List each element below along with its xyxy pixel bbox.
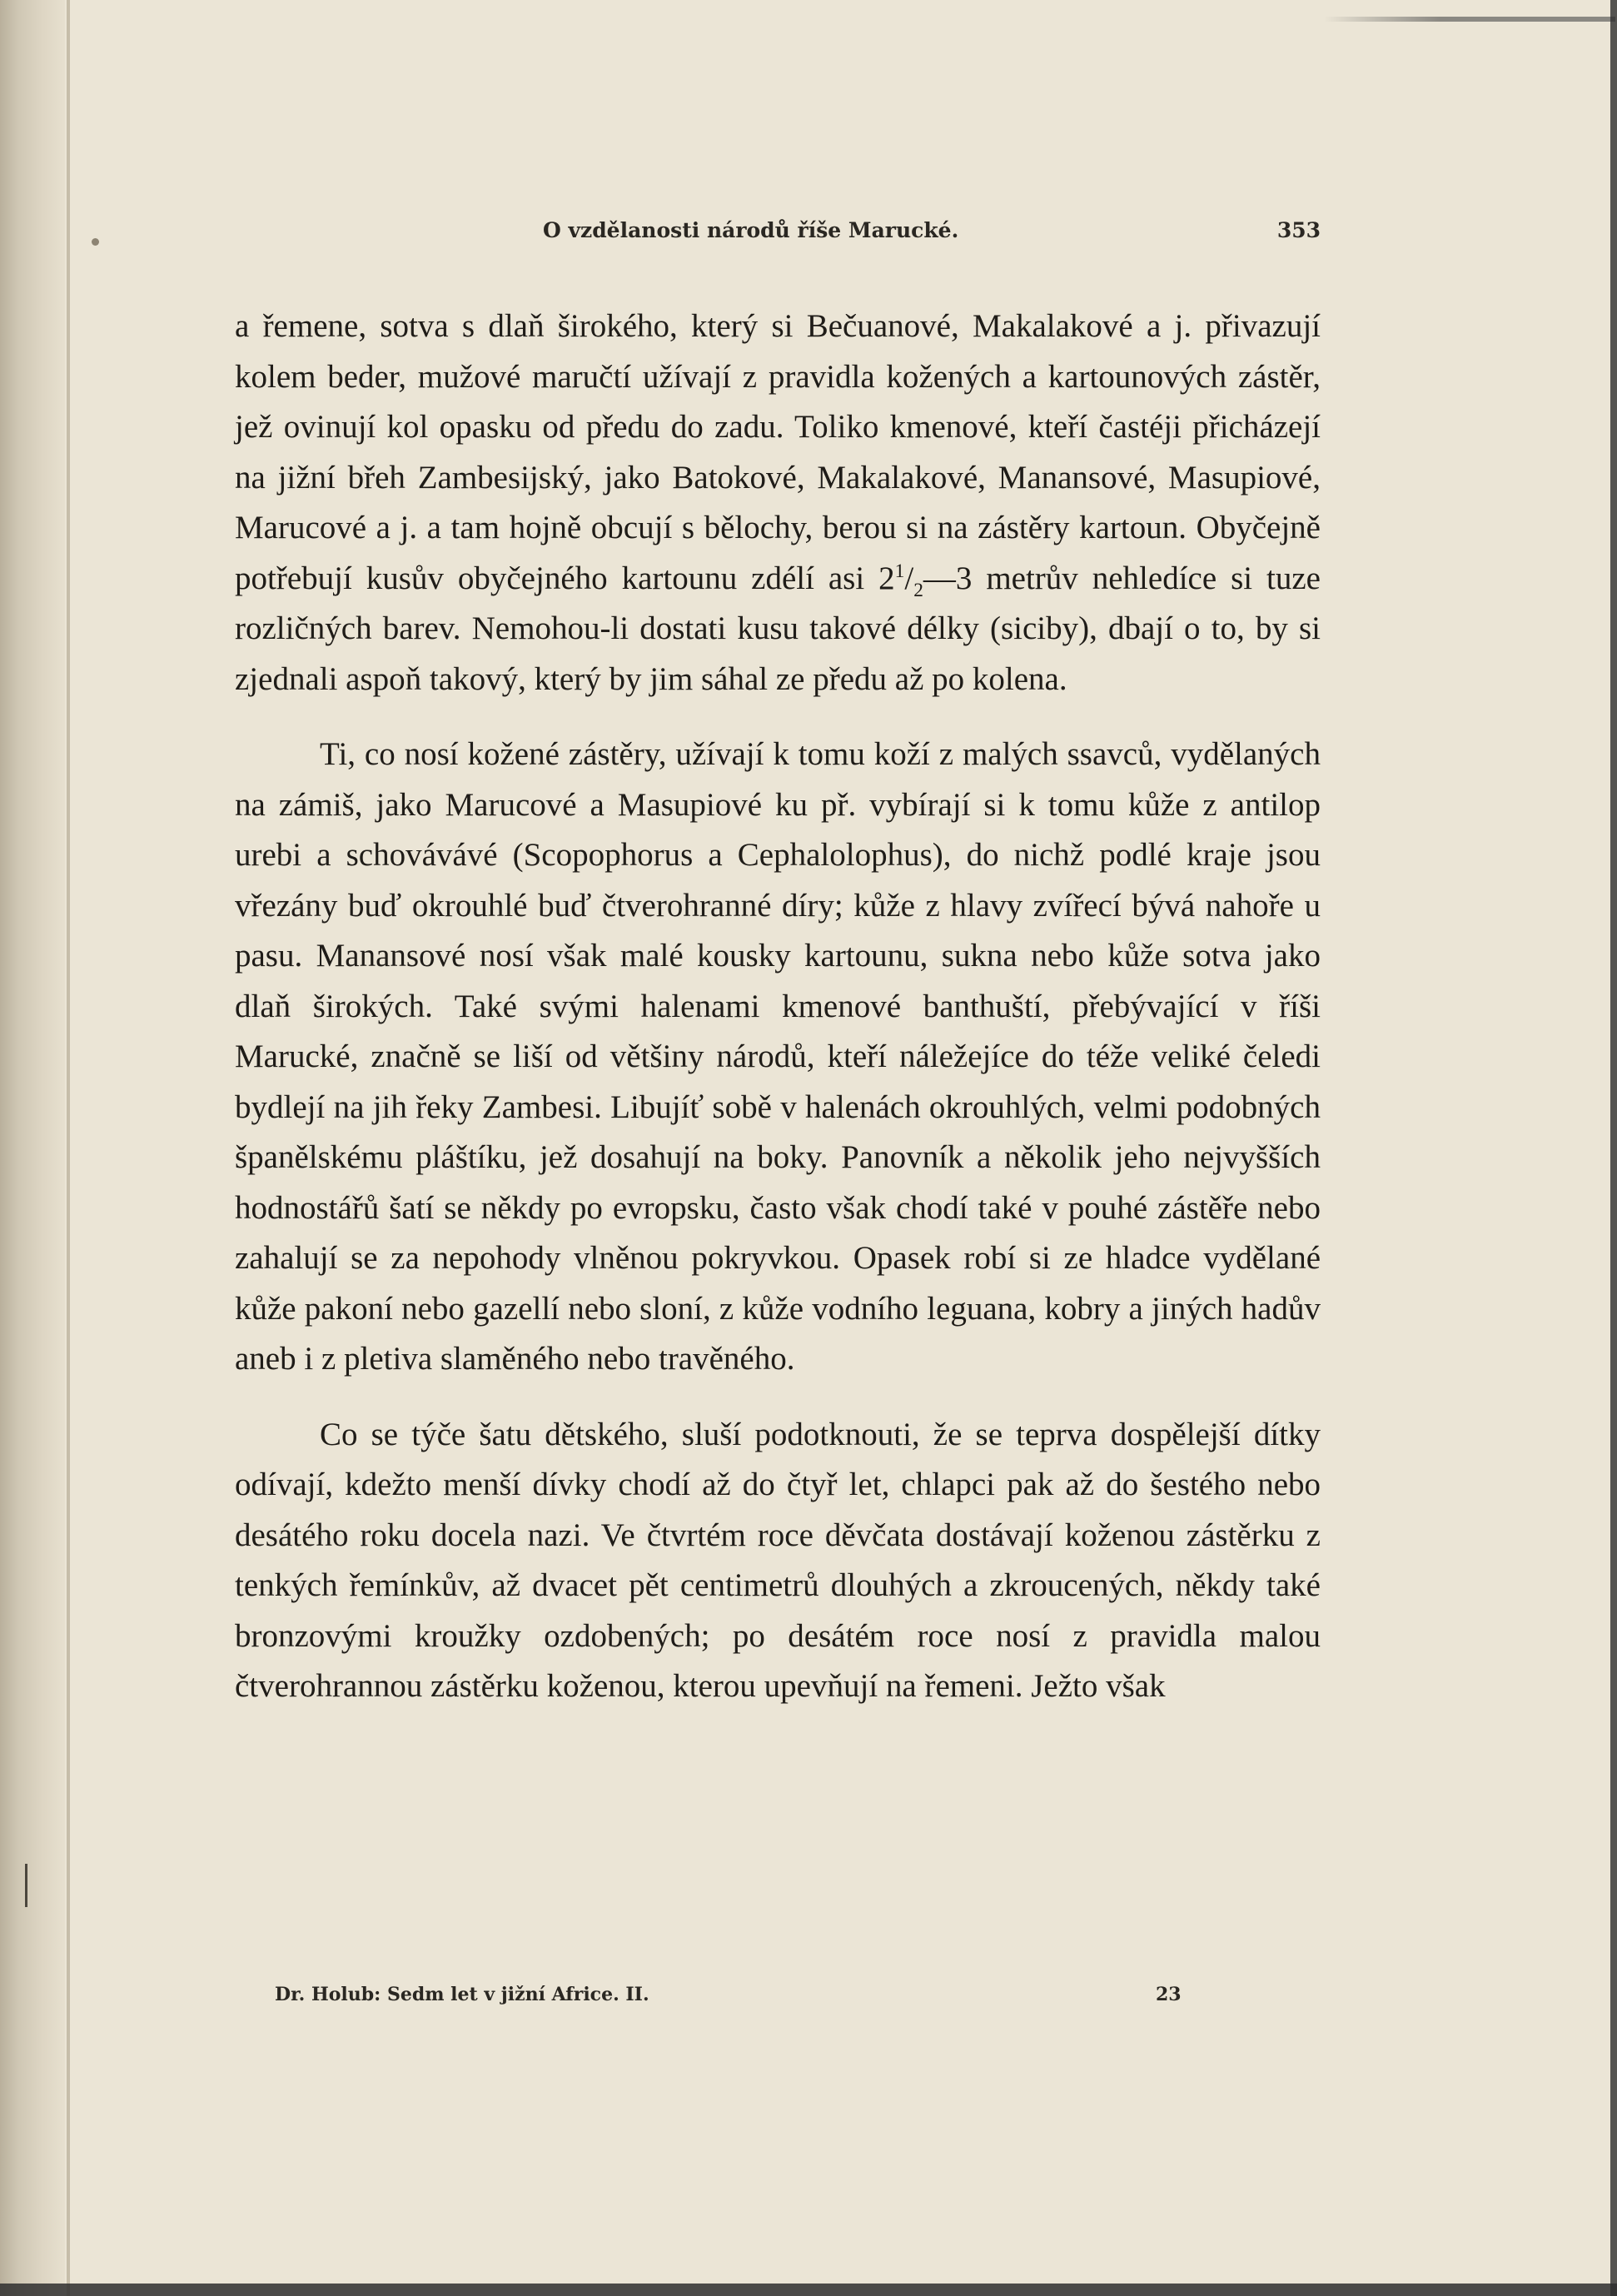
- body-text: [235, 301, 1321, 1712]
- margin-dot: [92, 238, 99, 246]
- running-head-title: O vzdělanosti národů říše Marucké.: [543, 218, 959, 242]
- margin-mark: [25, 1864, 27, 1907]
- footer-author-line: Dr. Holub: Sedm let v jižní Africe. II.: [275, 1984, 649, 2005]
- top-edge-shadow: [1324, 17, 1615, 22]
- fraction-numerator: 1: [894, 560, 905, 582]
- page-footer: [275, 1984, 1191, 2017]
- right-edge-shadow: [1610, 0, 1617, 2296]
- paragraph-1-part-b: —3 metrův nehledíce si tuze rozličných barev. Nemohou-li dostati kusu takové délky (siciby), dbají o to, by si zjednali aspoň takový, který by jim sáhal ze předu až po kolena.: [235, 560, 1321, 697]
- page-number: 353: [1276, 218, 1321, 242]
- fraction-denominator: 2: [913, 579, 923, 601]
- fraction-slash: /: [904, 560, 914, 596]
- paragraph-2: Ti, co nosí kožené zástěry, užívají k tomu koží z malých ssavců, vydělaných na zámiš, jako Marucové a Masupiové ku př. vybírají si k tomu kůže z antilop urebi a schovávávé (Scopophorus a Cephalolophus), do nichž podlé kraje jsou vřezány buď okrouhlé buď čtverohranné díry; kůže z hlavy zvířecí bývá nahoře u pasu. Manansové nosí však malé kousky kartounu, sukna nebo kůže sotva jako dlaň širokých. Také svými halenami kmenové banthuští, přebývající v říši Marucké, značně se liší od většiny národů, kteří náležejíce do téže veliké čeledi bydlejí na jih řeky Zambesi. Libujíť sobě v halenách okrouhlých, velmi podobných španělskému pláštíku, jež dosahují na boky. Panovník a několik jeho nejvyšších hodnostářů šatí se někdy po evropsku, často však chodí také v pouhé zástěře nebo zahalují se za nepohody vlněnou pokryvkou. Opasek robí si ze hladce vydělané kůže pakoní nebo gazellí nebo sloní, z kůže vodního leguana, kobry a jiných hadův aneb i z pletiva slaměného nebo travěného.: [235, 736, 1321, 1377]
- running-head: [235, 218, 1321, 252]
- paragraph-1-part-a: a řemene, sotva s dlaň širokého, který si Bečuanové, Makalakové a j. přivazují kolem beder, mužové maručtí užívají z pravidla kožených a kartounových zástěr, jež ovinují kol opasku od předu do zadu. Toliko kmenové, kteří častéji přicházejí na jižní břeh Zambesijský, jako Batokové, Makalakové, Manansové, Masupiové, Marucové a j. a tam hojně obcují s bělochy, berou si na zástěry kartoun. Obyčejně potřebují kusův obyčejného kartounu zdélí asi 2: [235, 308, 1321, 596]
- bottom-edge-shadow: [0, 2284, 1617, 2296]
- paragraph-3: Co se týče šatu dětského, sluší podotknouti, že se teprva dospělejší dítky odívají, kdežto menší dívky chodí až do čtyř let, chlapci pak až do šestého nebo desátého roku docela nazi. Ve čtvrtém roce děvčata dostávají koženou zástěrku z tenkých řemínkův, až dvacet pět centimetrů dlouhých a zkroucených, někdy také bronzovými kroužky ozdobených; po desátém roce nosí z pravidla malou čtverohrannou zástěrku koženou, kterou upevňují na řemeni. Ježto však: [235, 1416, 1321, 1704]
- footer-signature-mark: 23: [1156, 1984, 1182, 2005]
- binding-line: [67, 0, 70, 2296]
- binding-shadow: [0, 0, 65, 2296]
- paragraph-1: [235, 301, 1321, 705]
